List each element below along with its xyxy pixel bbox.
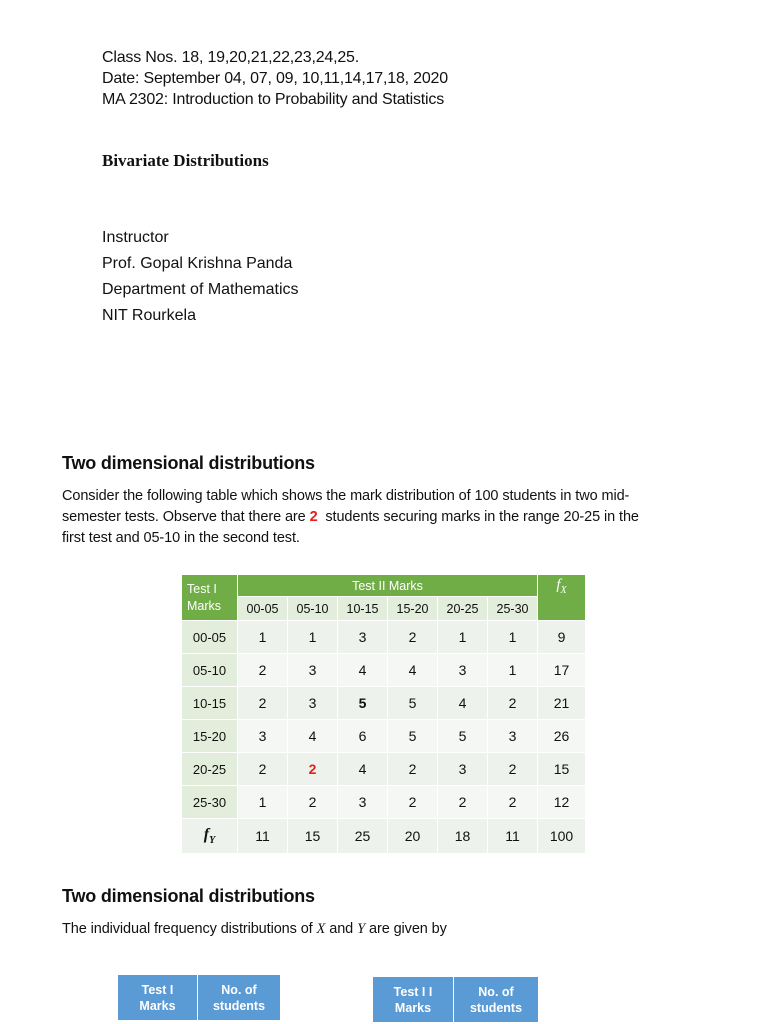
course-title: MA 2302: Introduction to Probability and Statistics bbox=[102, 91, 444, 108]
table-cell: 5 bbox=[388, 687, 437, 719]
table-cell: 3 bbox=[238, 720, 287, 752]
table-cell: 1 bbox=[488, 654, 537, 686]
instructor-department: Department of Mathematics bbox=[102, 281, 299, 298]
table-cell: 4 bbox=[388, 654, 437, 686]
table-cell: 2 bbox=[388, 753, 437, 785]
table-cell: 3 bbox=[438, 654, 487, 686]
fx-cell: 12 bbox=[538, 786, 585, 818]
fy-cell: 11 bbox=[238, 819, 287, 853]
table-cell: 2 bbox=[438, 786, 487, 818]
test1-frequency-table-header bbox=[118, 975, 281, 1020]
table-cell: 2 bbox=[288, 786, 337, 818]
table-row bbox=[182, 621, 585, 653]
fy-label: $f_Y$ bbox=[182, 819, 237, 853]
column-header: 05-10 bbox=[288, 597, 337, 620]
var-y: Y bbox=[357, 921, 366, 937]
table-cell: 2 bbox=[488, 753, 537, 785]
table-cell: 3 bbox=[338, 786, 387, 818]
row-label: 05-10 bbox=[182, 654, 237, 686]
table-cell: 1 bbox=[238, 786, 287, 818]
para-line-1: Consider the following table which shows the mark distribution of 100 students in two mid- bbox=[62, 488, 630, 504]
table-cell: 1 bbox=[288, 621, 337, 653]
table-row bbox=[182, 687, 585, 719]
row-label: 25-30 bbox=[182, 786, 237, 818]
test1-marks-header: Test I Marks bbox=[118, 975, 198, 1020]
para-line-3: first test and 05-10 in the second test. bbox=[62, 530, 300, 546]
fy-cell: 15 bbox=[288, 819, 337, 853]
table-cell: 2 bbox=[238, 753, 287, 785]
fx-cell: 17 bbox=[538, 654, 585, 686]
table-cell: 1 bbox=[488, 621, 537, 653]
row-label: 00-05 bbox=[182, 621, 237, 653]
table-cell: 4 bbox=[438, 687, 487, 719]
highlighted-cell: 2 bbox=[288, 753, 337, 785]
var-x: X bbox=[316, 921, 326, 937]
para-line-2: semester tests. Observe that there are 2 students securing marks in the range 20-25 in the bbox=[62, 509, 639, 525]
row-label: 10-15 bbox=[182, 687, 237, 719]
fx-header: $f_X$ bbox=[538, 575, 585, 620]
column-header: 20-25 bbox=[438, 597, 487, 620]
fy-cell: 11 bbox=[488, 819, 537, 853]
table-cell: 5 bbox=[438, 720, 487, 752]
table-cell: 2 bbox=[238, 687, 287, 719]
table-cell: 2 bbox=[488, 687, 537, 719]
test2-group-header: Test II Marks bbox=[238, 575, 537, 596]
instructor-institute: NIT Rourkela bbox=[102, 307, 196, 324]
fx-cell: 21 bbox=[538, 687, 585, 719]
column-header: 15-20 bbox=[388, 597, 437, 620]
class-numbers: Class Nos. 18, 19,20,21,22,23,24,25. bbox=[102, 49, 359, 66]
instructor-label: Instructor bbox=[102, 229, 169, 246]
fx-cell: 15 bbox=[538, 753, 585, 785]
column-header: 25-30 bbox=[488, 597, 537, 620]
column-header-row bbox=[182, 597, 585, 620]
row-label: 20-25 bbox=[182, 753, 237, 785]
table-row bbox=[182, 654, 585, 686]
test2-students-header: No. of students bbox=[454, 977, 539, 1022]
column-header: 00-05 bbox=[238, 597, 287, 620]
fx-cell: 26 bbox=[538, 720, 585, 752]
table-cell: 4 bbox=[338, 654, 387, 686]
instructor-block bbox=[102, 225, 299, 329]
table-row bbox=[182, 786, 585, 818]
table-cell: 4 bbox=[288, 720, 337, 752]
fy-row bbox=[182, 819, 585, 853]
instructor-name: Prof. Gopal Krishna Panda bbox=[102, 255, 293, 272]
table-cell: 5 bbox=[338, 687, 387, 719]
column-header: 10-15 bbox=[338, 597, 387, 620]
table-cell: 5 bbox=[388, 720, 437, 752]
row-label: 15-20 bbox=[182, 720, 237, 752]
mark-distribution-table bbox=[181, 574, 586, 854]
table-cell: 1 bbox=[438, 621, 487, 653]
table-cell: 2 bbox=[488, 786, 537, 818]
table-row bbox=[182, 753, 585, 785]
grand-total-cell: 100 bbox=[538, 819, 585, 853]
section1-paragraph bbox=[62, 486, 742, 549]
lecture-dates: Date: September 04, 07, 09, 10,11,14,17,18, 2020 bbox=[102, 70, 448, 87]
highlight-count: 2 bbox=[309, 509, 318, 525]
page-title: Bivariate Distributions bbox=[102, 151, 269, 170]
section-heading-2: Two dimensional distributions bbox=[62, 886, 315, 906]
table-row bbox=[182, 720, 585, 752]
section2-paragraph: The individual frequency distributions of X and Y are given by bbox=[62, 921, 447, 937]
corner-header: Test I Marks bbox=[182, 575, 237, 620]
fy-cell: 18 bbox=[438, 819, 487, 853]
test2-frequency-table-header bbox=[373, 977, 539, 1022]
section-heading-1: Two dimensional distributions bbox=[62, 453, 315, 473]
table-cell: 3 bbox=[488, 720, 537, 752]
table-cell: 3 bbox=[338, 621, 387, 653]
table-cell: 4 bbox=[338, 753, 387, 785]
table-cell: 1 bbox=[238, 621, 287, 653]
test2-marks-header: Test I I Marks bbox=[373, 977, 454, 1022]
test1-students-header: No. of students bbox=[198, 975, 281, 1020]
table-cell: 6 bbox=[338, 720, 387, 752]
fy-cell: 25 bbox=[338, 819, 387, 853]
fx-cell: 9 bbox=[538, 621, 585, 653]
table-cell: 3 bbox=[288, 654, 337, 686]
table-cell: 3 bbox=[288, 687, 337, 719]
table-cell: 2 bbox=[238, 654, 287, 686]
fy-cell: 20 bbox=[388, 819, 437, 853]
table-cell: 2 bbox=[388, 621, 437, 653]
table-cell: 2 bbox=[388, 786, 437, 818]
table-cell: 3 bbox=[438, 753, 487, 785]
